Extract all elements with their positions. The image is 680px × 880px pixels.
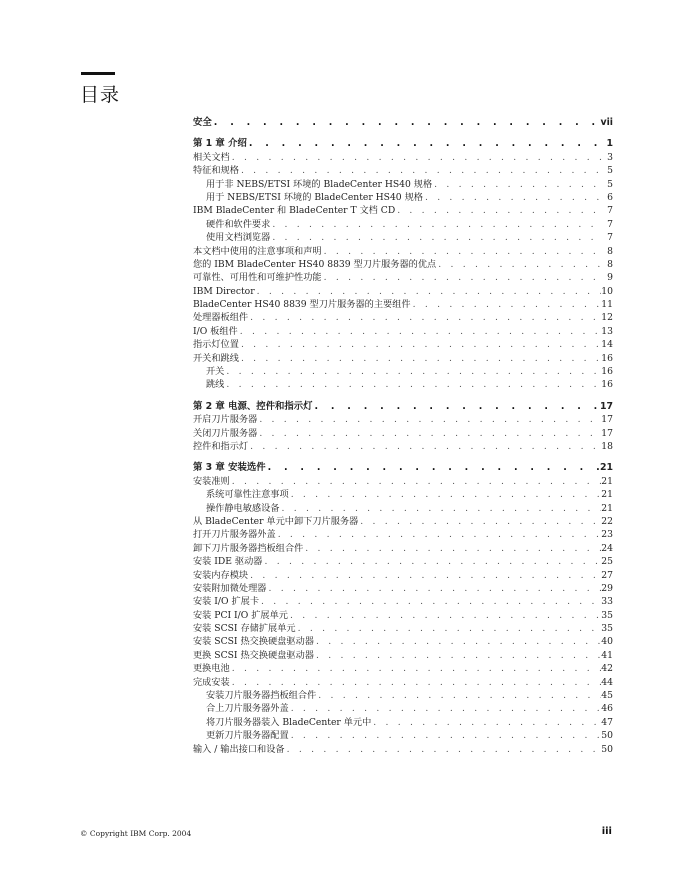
toc-entry-page-number: 6 [607, 191, 613, 203]
toc-dot-leader [266, 461, 600, 474]
toc-entry-page-number: 9 [607, 272, 613, 284]
toc-entry[interactable] [193, 440, 613, 453]
toc-entry-page-number: 16 [601, 379, 613, 391]
toc-dot-leader [395, 204, 603, 217]
toc-dot-leader [224, 378, 601, 391]
toc-dot-leader [270, 218, 603, 231]
toc-entry-page-number: 22 [601, 515, 613, 527]
toc-entry-label: 第 3 章 安装选件 [193, 462, 266, 474]
toc-entry-label: 合上刀片服务器外盖 [206, 703, 289, 715]
toc-entry[interactable] [193, 191, 613, 204]
toc-entry[interactable] [193, 204, 613, 217]
toc-dot-leader [296, 622, 602, 635]
toc-entry-page-number: 47 [601, 716, 613, 728]
toc-entry-page-number: 17 [601, 427, 613, 439]
toc-dot-leader [289, 702, 602, 715]
toc-dot-leader [255, 285, 602, 298]
toc-dot-leader [248, 311, 601, 324]
toc-entry-page-number: 21 [601, 489, 613, 501]
toc-entry-label: I/O 板组件 [193, 325, 238, 337]
toc-dot-leader [257, 427, 601, 440]
page-number: iii [601, 826, 612, 837]
toc-entry-label: 使用文档浏览器 [206, 232, 271, 244]
toc-entry-label: 第 1 章 介绍 [193, 138, 247, 150]
toc-entry-label: 安装内存模块 [193, 569, 249, 581]
toc-entry[interactable] [193, 515, 613, 528]
toc-entry[interactable] [193, 622, 613, 635]
toc-entry[interactable] [193, 413, 613, 426]
toc-dot-leader [411, 298, 602, 311]
toc-entry-label: 开关 [206, 366, 225, 378]
toc-entry[interactable] [193, 352, 613, 365]
table-of-contents [193, 116, 613, 756]
toc-dot-leader [280, 502, 602, 515]
toc-entry[interactable] [193, 258, 613, 271]
toc-entry-label: 卸下刀片服务器挡板组合件 [193, 542, 304, 554]
toc-dot-leader [436, 258, 603, 271]
toc-entry-page-number: 25 [601, 556, 613, 568]
toc-dot-leader [248, 569, 601, 582]
toc-entry-label: 从 BladeCenter 单元中卸下刀片服务器 [193, 515, 359, 527]
toc-entry[interactable] [193, 378, 613, 391]
toc-entry-label: 本文档中使用的注意事项和声明 [193, 245, 322, 257]
toc-entry-label: 跳线 [206, 379, 225, 391]
toc-dot-leader [358, 515, 601, 528]
toc-entry[interactable] [193, 151, 613, 164]
toc-entry-label: 安装 SCSI 存储扩展单元 [193, 623, 296, 635]
toc-entry-label: 系统可靠性注意事项 [206, 489, 289, 501]
toc-entry-page-number: 1 [606, 138, 613, 150]
toc-entry-page-number: 50 [601, 730, 613, 742]
toc-entry-label: 安装 I/O 扩展卡 [193, 596, 260, 608]
toc-dot-leader [248, 440, 601, 453]
toc-dot-leader [262, 555, 601, 568]
toc-entry-page-number: 16 [601, 352, 613, 364]
toc-entry-label: 指示灯位置 [193, 339, 239, 351]
toc-entry-page-number: 42 [601, 663, 613, 675]
toc-dot-leader [285, 743, 602, 756]
toc-entry-page-number: vii [600, 117, 613, 128]
toc-entry-label: 安装附加微处理器 [193, 582, 267, 594]
toc-dot-leader [224, 365, 601, 378]
toc-dot-leader [239, 164, 603, 177]
copyright-notice: © Copyright IBM Corp. 2004 [80, 829, 192, 838]
toc-entry-label: 您的 IBM BladeCenter HS40 8839 型刀片服务器的优点 [193, 258, 437, 270]
toc-entry-page-number: 46 [601, 703, 613, 715]
toc-dot-leader [230, 676, 602, 689]
toc-entry-label: 开启刀片服务器 [193, 414, 258, 426]
toc-entry-page-number: 50 [601, 743, 613, 755]
toc-entry[interactable] [193, 676, 613, 689]
toc-dot-leader [314, 635, 601, 648]
toc-entry-page-number: 11 [601, 299, 613, 311]
toc-dot-leader [316, 689, 601, 702]
toc-entry-page-number: 41 [601, 649, 613, 661]
toc-entry[interactable] [193, 245, 613, 258]
toc-entry-page-number: 5 [607, 165, 613, 177]
toc-entry[interactable] [193, 427, 613, 440]
toc-entry[interactable] [193, 178, 613, 191]
toc-dot-leader [247, 137, 603, 150]
toc-entry-label: 更换 SCSI 热交换硬盘驱动器 [193, 649, 314, 661]
toc-entry-label: BladeCenter HS40 8839 型刀片服务器的主要组件 [193, 299, 411, 311]
toc-entry[interactable] [193, 218, 613, 231]
page-title: 目录 [80, 84, 121, 106]
toc-dot-leader [322, 271, 603, 284]
toc-entry-page-number: 16 [601, 366, 613, 378]
toc-dot-leader [289, 488, 602, 501]
title-rule [81, 72, 115, 75]
toc-entry-page-number: 14 [601, 339, 613, 351]
toc-entry-page-number: 33 [601, 596, 613, 608]
toc-dot-leader [276, 528, 602, 541]
toc-entry-page-number: 21 [599, 462, 613, 474]
toc-entry[interactable] [193, 716, 613, 729]
toc-entry-page-number: 3 [607, 151, 613, 163]
toc-dot-leader [230, 475, 602, 488]
toc-entry-page-number: 7 [607, 205, 613, 217]
toc-entry[interactable] [193, 582, 613, 595]
toc-dot-leader [239, 338, 601, 351]
toc-chapter-entry[interactable] [193, 116, 613, 129]
toc-entry-page-number: 29 [601, 582, 613, 594]
toc-dot-leader [303, 542, 601, 555]
toc-chapter-entry[interactable] [193, 137, 613, 150]
toc-dot-leader [230, 662, 602, 675]
toc-entry[interactable] [193, 729, 613, 742]
toc-entry[interactable] [193, 164, 613, 177]
toc-entry-label: 开关和跳线 [193, 352, 239, 364]
toc-entry-page-number: 13 [601, 325, 613, 337]
toc-entry-page-number: 21 [601, 475, 613, 487]
toc-entry-label: 用于 NEBS/ETSI 环境的 BladeCenter HS40 规格 [206, 191, 423, 203]
toc-dot-leader [432, 178, 603, 191]
toc-entry-label: 打开刀片服务器外盖 [193, 529, 276, 541]
toc-entry[interactable] [193, 338, 613, 351]
toc-entry-page-number: 17 [601, 414, 613, 426]
toc-entry[interactable] [193, 595, 613, 608]
toc-entry-label: 输入 / 输出接口和设备 [193, 743, 285, 755]
toc-entry-label: 操作静电敏感设备 [206, 502, 280, 514]
toc-entry-page-number: 44 [601, 676, 613, 688]
toc-entry-page-number: 24 [601, 542, 613, 554]
toc-entry[interactable] [193, 649, 613, 662]
toc-dot-leader [322, 245, 603, 258]
toc-dot-leader [270, 231, 603, 244]
toc-entry-page-number: 10 [601, 285, 613, 297]
toc-entry-label: 安装准则 [193, 475, 230, 487]
toc-dot-leader [212, 116, 601, 129]
toc-entry[interactable] [193, 555, 613, 568]
toc-entry[interactable] [193, 635, 613, 648]
toc-entry-page-number: 18 [601, 440, 613, 452]
toc-entry-label: 第 2 章 电源、控件和指示灯 [193, 400, 313, 412]
toc-chapter-entry[interactable] [193, 400, 613, 413]
toc-dot-leader [238, 325, 602, 338]
toc-entry-label: 安装 PCI I/O 扩展单元 [193, 609, 288, 621]
toc-entry-label: 可靠性、可用性和可维护性功能 [193, 272, 322, 284]
toc-entry-page-number: 7 [607, 218, 613, 230]
toc-dot-leader [257, 413, 601, 426]
toc-entry-page-number: 23 [601, 529, 613, 541]
toc-dot-leader [288, 609, 601, 622]
toc-entry-label: 相关文档 [193, 151, 230, 163]
toc-entry[interactable] [193, 271, 613, 284]
toc-entry-page-number: 27 [601, 569, 613, 581]
toc-entry-label: IBM Director [193, 285, 255, 297]
toc-entry-label: 完成安装 [193, 676, 230, 688]
toc-entry-label: 用于非 NEBS/ETSI 环境的 BladeCenter HS40 规格 [206, 178, 433, 190]
toc-entry-page-number: 45 [601, 690, 613, 702]
toc-entry[interactable] [193, 528, 613, 541]
toc-entry-label: 安装刀片服务器挡板组合件 [206, 690, 317, 702]
toc-dot-leader [259, 595, 601, 608]
toc-entry[interactable] [193, 702, 613, 715]
toc-entry[interactable] [193, 662, 613, 675]
toc-entry-page-number: 8 [607, 245, 613, 257]
toc-chapter-entry[interactable] [193, 461, 613, 474]
toc-entry-label: 硬件和软件要求 [206, 218, 271, 230]
toc-entry-label: 处理器板组件 [193, 312, 249, 324]
toc-entry[interactable] [193, 743, 613, 756]
toc-dot-leader [267, 582, 602, 595]
toc-entry[interactable] [193, 311, 613, 324]
toc-entry[interactable] [193, 365, 613, 378]
toc-entry-label: 控件和指示灯 [193, 440, 249, 452]
toc-entry-page-number: 8 [607, 258, 613, 270]
toc-entry[interactable] [193, 609, 613, 622]
toc-entry[interactable] [193, 542, 613, 555]
toc-dot-leader [314, 649, 601, 662]
toc-entry[interactable] [193, 285, 613, 298]
toc-entry-label: 将刀片服务器装入 BladeCenter 单元中 [206, 716, 372, 728]
toc-entry-page-number: 17 [599, 400, 613, 412]
toc-entry-label: 安装 IDE 驱动器 [193, 556, 263, 568]
toc-dot-leader [371, 716, 601, 729]
toc-entry-page-number: 35 [601, 609, 613, 621]
toc-entry[interactable] [193, 502, 613, 515]
toc-entry-page-number: 12 [601, 312, 613, 324]
toc-entry-label: IBM BladeCenter 和 BladeCenter T 文档 CD [193, 205, 396, 217]
toc-dot-leader [289, 729, 602, 742]
toc-entry-label: 安全 [193, 117, 212, 128]
toc-entry-label: 特征和规格 [193, 165, 239, 177]
toc-entry-label: 关闭刀片服务器 [193, 427, 258, 439]
toc-entry[interactable] [193, 488, 613, 501]
toc-dot-leader [230, 151, 603, 164]
toc-entry[interactable] [193, 689, 613, 702]
toc-entry[interactable] [193, 231, 613, 244]
toc-entry-page-number: 21 [601, 502, 613, 514]
toc-entry-label: 更换电池 [193, 663, 230, 675]
toc-dot-leader [423, 191, 603, 204]
toc-entry[interactable] [193, 298, 613, 311]
toc-entry-page-number: 40 [601, 636, 613, 648]
toc-entry[interactable] [193, 569, 613, 582]
toc-entry-page-number: 7 [607, 232, 613, 244]
toc-dot-leader [239, 352, 601, 365]
toc-entry-page-number: 35 [601, 623, 613, 635]
toc-dot-leader [312, 400, 600, 413]
toc-entry-label: 安装 SCSI 热交换硬盘驱动器 [193, 636, 314, 648]
toc-entry-label: 更新刀片服务器配置 [206, 730, 289, 742]
toc-entry[interactable] [193, 325, 613, 338]
toc-entry[interactable] [193, 475, 613, 488]
toc-entry-page-number: 5 [607, 178, 613, 190]
